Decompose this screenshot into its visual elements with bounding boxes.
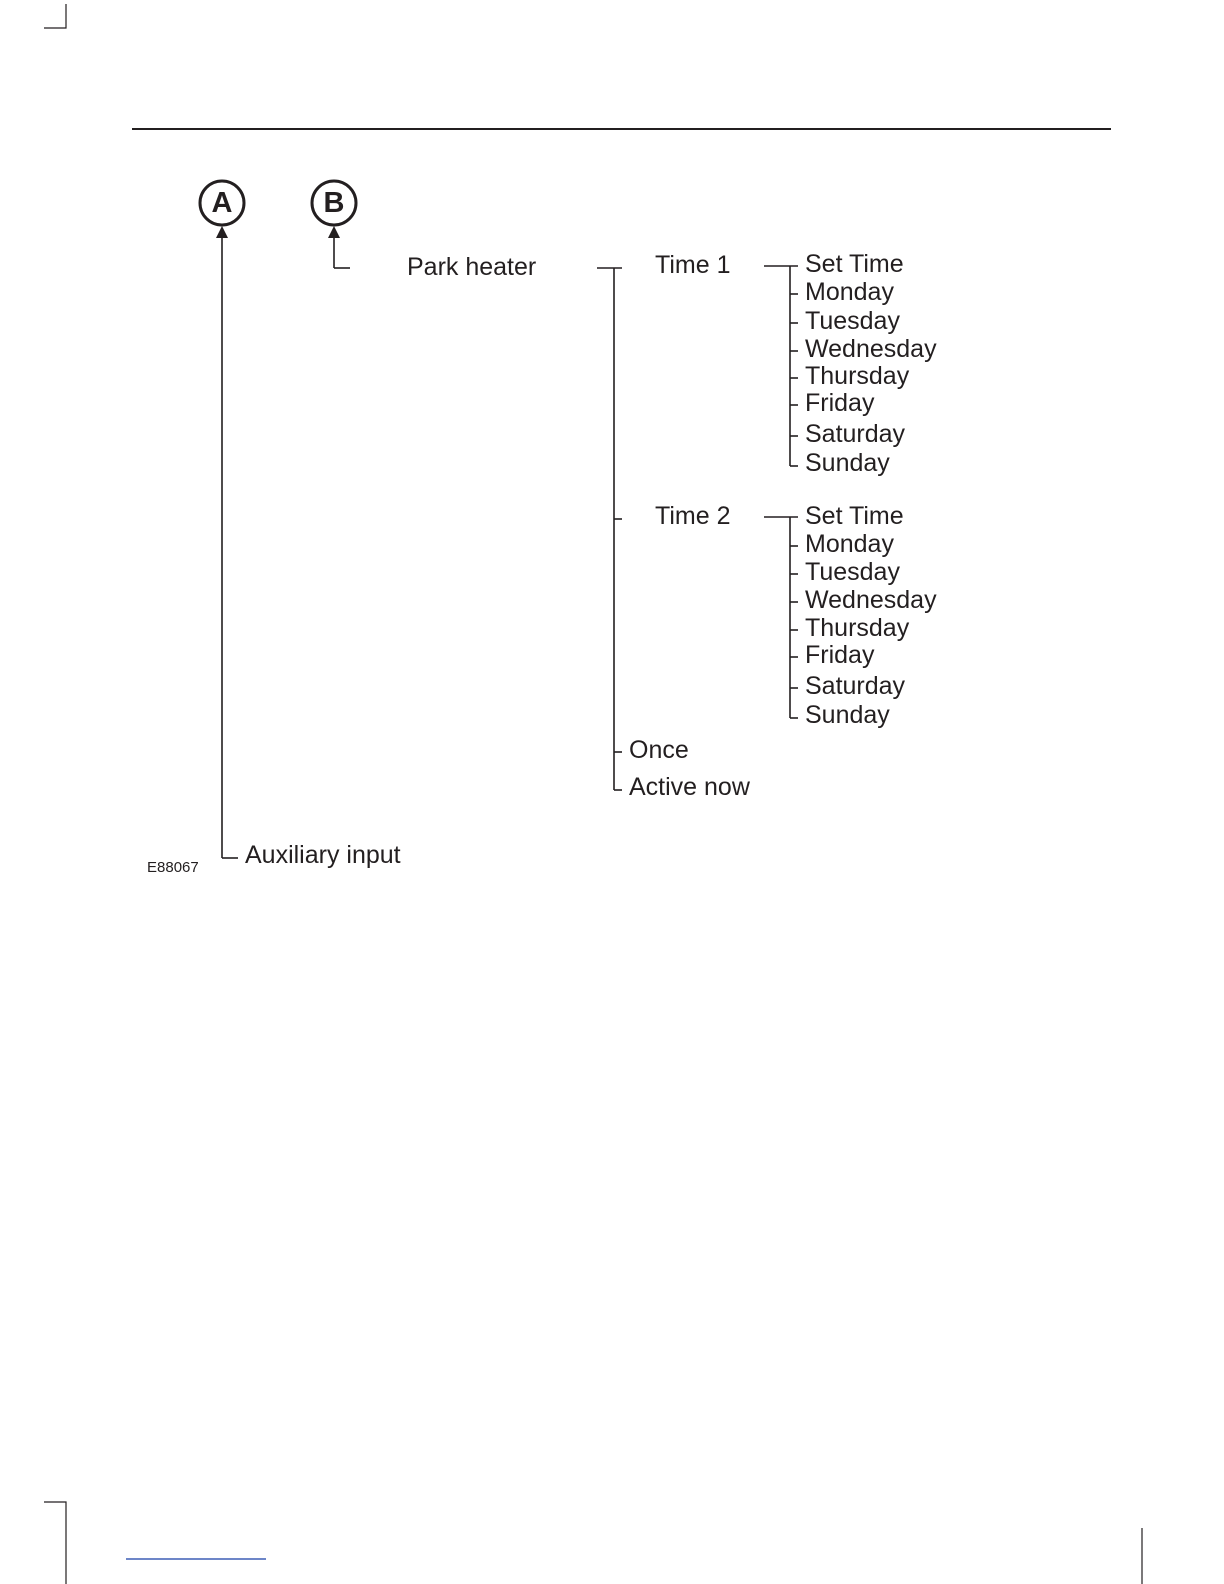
marker-a-label: A — [211, 187, 233, 219]
time2-thursday: Thursday — [805, 614, 910, 642]
time2-friday: Friday — [805, 641, 875, 669]
time2-set-time: Set Time — [805, 502, 904, 530]
time2-sunday: Sunday — [805, 701, 890, 729]
time1-sunday: Sunday — [805, 449, 890, 477]
once-label: Once — [629, 736, 689, 764]
time1-wednesday: Wednesday — [805, 335, 937, 363]
time1-thursday: Thursday — [805, 362, 910, 390]
arrow-a-icon — [216, 226, 228, 238]
time1-label: Time 1 — [655, 251, 731, 279]
time1-saturday: Saturday — [805, 420, 906, 448]
time2-monday: Monday — [805, 530, 894, 558]
arrow-b-icon — [328, 226, 340, 238]
time2-label: Time 2 — [655, 502, 731, 530]
active-now-label: Active now — [629, 773, 750, 801]
time2-wednesday: Wednesday — [805, 586, 937, 614]
figure-id: E88067 — [147, 859, 199, 876]
time2-saturday: Saturday — [805, 672, 906, 700]
park-heater-label: Park heater — [407, 253, 537, 281]
marker-b-label: B — [323, 187, 345, 219]
time1-friday: Friday — [805, 389, 875, 417]
time1-set-time: Set Time — [805, 250, 904, 278]
time1-monday: Monday — [805, 278, 894, 306]
time2-tuesday: Tuesday — [805, 558, 900, 586]
auxiliary-input-label: Auxiliary input — [245, 841, 401, 869]
time1-tuesday: Tuesday — [805, 307, 900, 335]
